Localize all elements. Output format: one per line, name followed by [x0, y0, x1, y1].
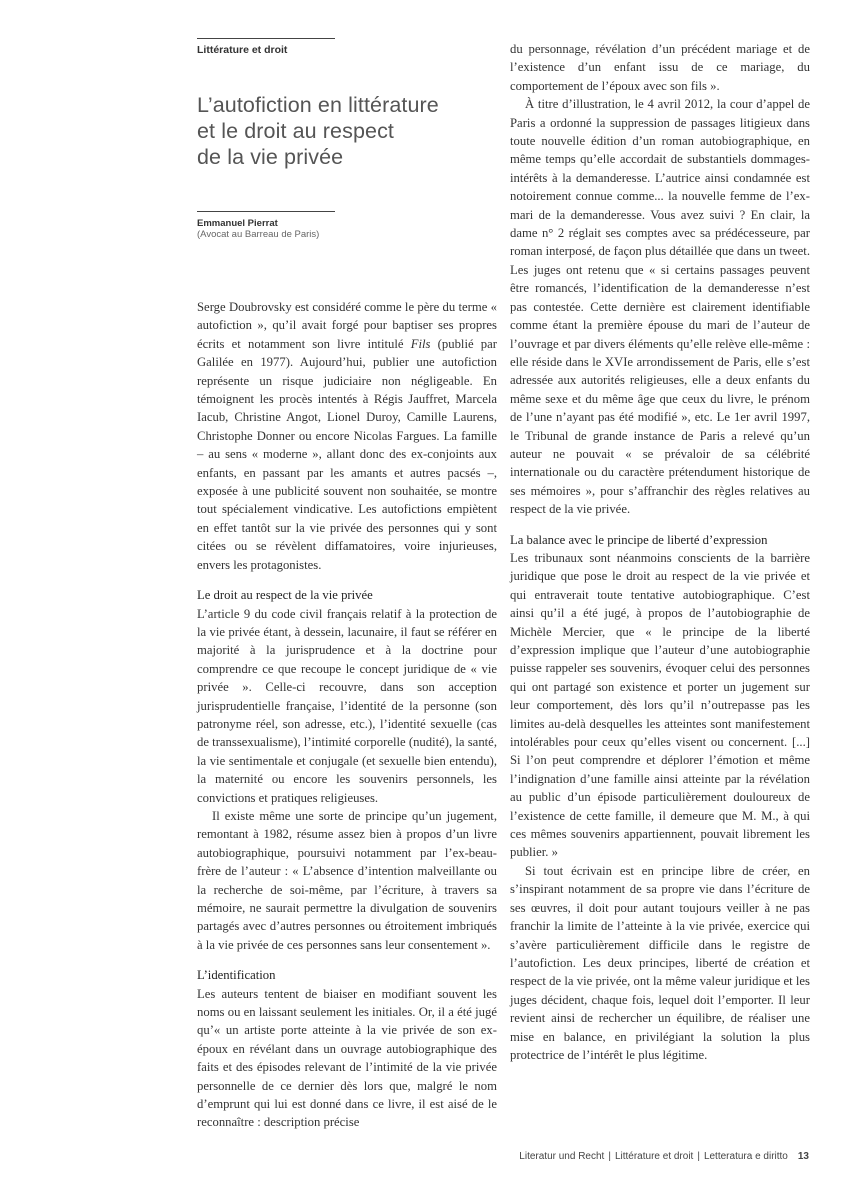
author-rule — [197, 211, 335, 212]
right-column — [510, 40, 810, 1064]
book-title: Fils — [410, 336, 431, 351]
left-column — [197, 298, 497, 1132]
body-paragraph: À titre d’illustration, le 4 avril 2012, la cour d’appel de Paris a ordonné la suppression de passages litigieux dans toute nouvelle édition d’un roman autobiographique, en même temps qu’elle accordait de substantiels dommages-intérêts à la demanderesse. L’autrice ainsi condamnée est notoirement connue comme... la nouvelle femme de l’ex-mari de la demanderesse. Vous avez suivi ? En clair, la dame n° 2 réglait ses comptes avec sa prédécesseure, par roman interposé, de façon plus détaillée que dans un tweet. Les juges ont retenu que « si certains passages peuvent être romancés, l’identification de la demanderesse n’est pas contestée. Cette dernière est clairement identifiable comme étant la première épouse du mari de l’auteur de l’ouvrage et par divers éléments qu’elle relève elle-même : elle réside dans le XVIe arrondissement de Paris, elle s’est adressée aux autorités religieuses, elle a deux enfants du même sexe et du même âge que ceux du livre, le prénom de l’une n’ayant pas été modifié », etc. Le 1er avril 1997, le Tribunal de grande instance de Paris a relevé qu’un auteur ne pouvait « se prévaloir de sa célébrité internationale ou du caractère prétendument historique de ses mémoires », pour s’affranchir des règles relatives au respect de la vie privée. — [510, 97, 810, 517]
body-paragraph: du personnage, révélation d’un précédent mariage et de l’existence d’un enfant issu de ce mariage, du comportement de l’époux avec son fils ». — [510, 42, 810, 93]
intro-paragraph: Serge Doubrovsky est considéré comme le père du terme « autofiction », qu’il avait forgé pour baptiser ses propres écrits et notamment son livre intitulé Fils (publié par Galilée en 1977). Aujourd’hui, publier une autofiction représente un risque judiciaire non négligeable. En témoignent les procès intentés à Régis Jauffret, Marcela Iacub, Christine Angot, Lionel Duroy, Camille Laurens, Christophe Donner ou encore Nicolas Fargues. La famille – au sens « moderne », allant donc des ex-conjoints aux enfants, en passant par les amants et autres pacsés –, exposée à une publicité souvent non souhaitée, se montre tout spécialement vindicative. Les autofictions empiètent en effet tantôt sur la vie privée des personnes qui y sont citées ou se révèlent diffamatoires, voire injurieuses, envers les protagonistes. — [197, 300, 497, 572]
section-label: Littérature et droit — [197, 44, 288, 56]
body-paragraph: Si tout écrivain est en principe libre de créer, en s’inspirant notamment de sa propre vie dans l’écriture de ses œuvres, il doit pour autant toujours veiller à ne pas franchir la limite de l’atteinte à la vie privée, exercice qui s’avère particulièrement difficile dans le registre de l’autofiction. Les deux principes, liberté de création et respect de la vie privée, ont la même valeur juridique et les juges décident, chaque fois, lequel doit l’emporter. Il leur revient ainsi de rechercher un équilibre, de réaliser une mise en balance, en privilégiant la solution la plus protectrice de l’intérêt le plus légitime. — [510, 863, 810, 1062]
body-paragraph: Les tribunaux sont néanmoins conscients de la barrière juridique que pose le droit au respect de la vie privée et qui entraverait toute tentative autobiographique. C’est ainsi qu’il a été jugé, à propos de l’autobiographie de Michèle Mercier, que « le principe de la liberté d’expression implique que l’auteur d’une autobiographie puisse rappeler ses souvenirs, évoquer celui des personnes qui ont partagé son existence et porter un jugement sur leur comportement, dès lors qu’il n’outrepasse pas les limites au-delà desquelles les atteintes sont manifestement intolérables pour ceux qu’elles visent ou concernent. [...] Si l’on peut comprendre et déplorer l’émotion et même l’indignation d’une famille ainsi atteinte par la révélation au public d’un épisode particulièrement douloureux de l’existence de cette famille, il demeure que M. M., à qui ces mêmes souvenirs appartiennent, pouvait librement les publier. » — [510, 550, 810, 860]
title-line: et le droit au respect — [197, 119, 395, 143]
section-heading: Le droit au respect de la vie privée — [197, 588, 373, 603]
author-name: Emmanuel Pierrat — [197, 218, 278, 229]
body-paragraph: Il existe même une sorte de principe qu’un jugement, remontant à 1982, résume assez bien à propos d’un livre autobiographique, poursuivi notamment par l’ex-beau-frère de l’auteur : « L’absence d’intention malveillante ou la recherche de soi-même, par l’écriture, à travers sa mémoire, ne saurait permettre la divulgation de souvenirs partagés avec d’autres personnes ou étroitement imbriqués à la vie privée de ces personnes sans leur consentement ». — [197, 808, 497, 952]
section-heading: La balance avec le principe de liberté d’expression — [510, 532, 768, 547]
author-role: (Avocat au Barreau de Paris) — [197, 229, 320, 240]
footer-lang-fr: Littérature et droit — [614, 1151, 694, 1162]
footer-separator: | — [608, 1151, 611, 1162]
top-rule — [197, 38, 335, 39]
body-paragraph: Les auteurs tentent de biaiser en modifiant souvent les noms ou en laissant seulement les initiales. Or, il a été jugé qu’« un artiste porte atteinte à la vie privée de son ex-époux en révélant dans un ouvrage autobiographique des faits et des épisodes relevant de l’intimité de la vie privée personnelle de ce dernier dès lors que, malgré le nom d’emprunt qui lui est donné dans ce livre, il est aisé de le reconnaître : description précise — [197, 986, 497, 1130]
section-heading: L’identification — [197, 968, 276, 983]
page-footer — [519, 1151, 809, 1162]
title-line: de la vie privée — [197, 145, 344, 169]
article-title — [197, 92, 497, 170]
footer-lang-it: Letteratura e diritto — [703, 1151, 788, 1162]
footer-separator: | — [697, 1151, 700, 1162]
body-paragraph: L’article 9 du code civil français relatif à la protection de la vie privée étant, à dessein, lacunaire, il faut se référer en majorité à la jurisprudence et à la doctrine pour comprendre ce que recoupe le concept juridique de « vie privée ». Celle-ci recouvre, dans son acception jurisprudentielle française, l’identité de la personne (son patronyme réel, son adresse, etc.), l’identité sexuelle (cas de transsexualisme), l’intimité corporelle (nudité), la santé, la vie sentimentale et conjugale (et sexuelle bien entendu), la maternité ou encore les souvenirs personnels, les convictions et pratiques religieuses. — [197, 606, 497, 805]
footer-lang-de: Literatur und Recht — [519, 1151, 605, 1162]
title-line: L’autofiction en littérature — [197, 93, 439, 117]
page-number: 13 — [797, 1151, 809, 1162]
